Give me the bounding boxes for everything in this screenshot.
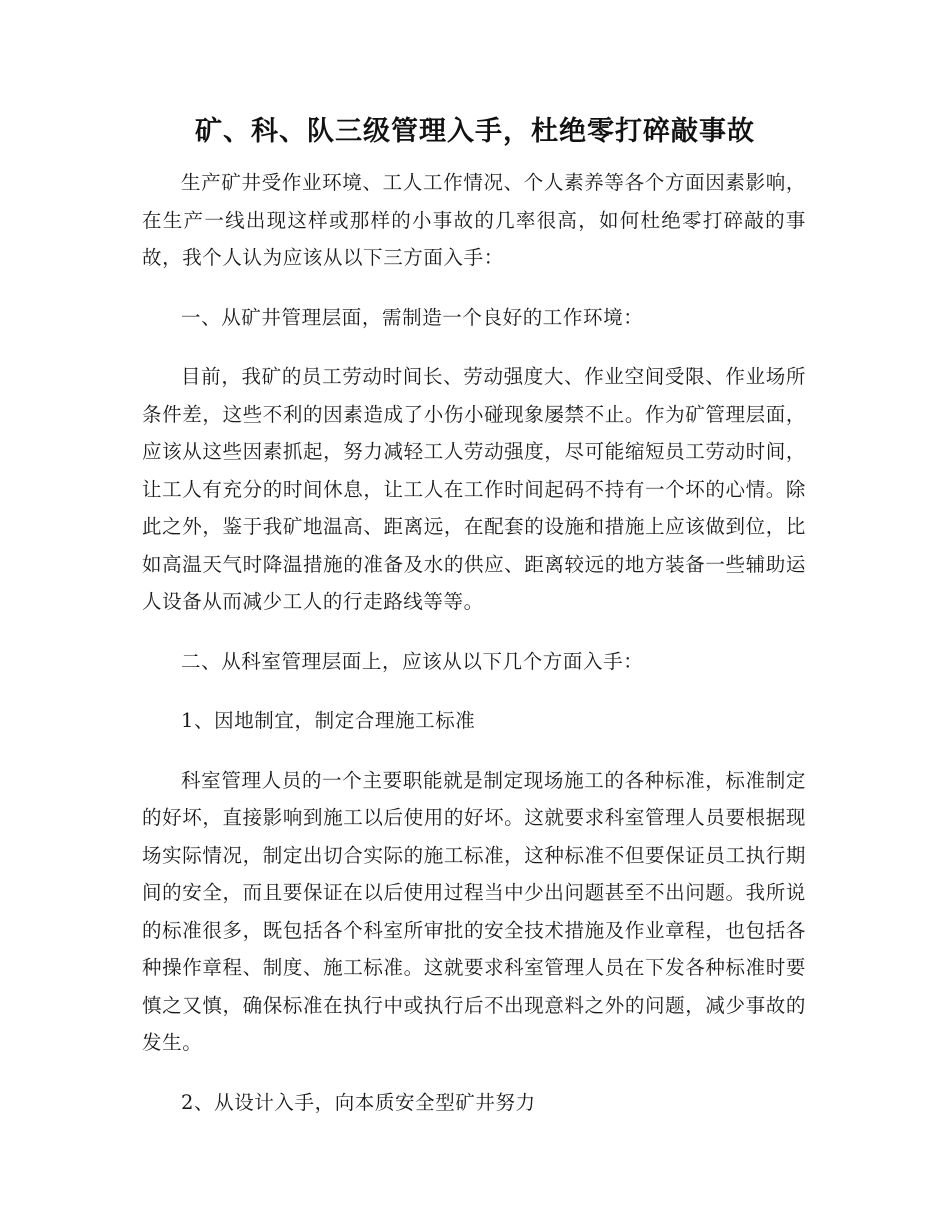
document-body: [142, 164, 806, 1143]
section-heading-department-level: 二、从科室管理层面上，应该从以下几个方面入手：: [181, 649, 644, 673]
paragraph-intro: 生产矿井受作业环境、工人工作情况、个人素养等各个方面因素影响，在生产一线出现这样或那样的小事故的几率很高，如何杜绝零打碎敲的事故，我个人认为应该从以下三方面入手：: [142, 171, 806, 269]
paragraph-standards: 科室管理人员的一个主要职能就是制定现场施工的各种标准，标准制定的好坏，直接影响到施工以后使用的好坏。这就要求科室管理人员要根据现场实际情况，制定出切合实际的施工标准，这种标准不但要保证员工执行期间的安全，而且要保证在以后使用过程当中少出问题甚至不出问题。我所说的标准很多，既包括各个科室所审批的安全技术措施及作业章程，也包括各种操作章程、制度、施工标准。这就要求科室管理人员在下发各种标准时要慎之又慎，确保标准在执行中或执行后不出现意料之外的问题，减少事故的发生。: [142, 768, 806, 1054]
document-title: 矿、科、队三级管理入手，杜绝零打碎敲事故: [195, 116, 755, 147]
paragraph-mine-level: 目前，我矿的员工劳动时间长、劳动强度大、作业空间受限、作业场所条件差，这些不利的因素造成了小伤小碰现象屡禁不止。作为矿管理层面，应该从这些因素抓起，努力减轻工人劳动强度，尽可能缩短员工劳动时间，让工人有充分的时间休息，让工人在工作时间起码不持有一个坏的心情。除此之外，鉴于我矿地温高、距离远，在配套的设施和措施上应该做到位，比如高温天气时降温措施的准备及水的供应、距离较远的地方装备一些辅助运人设备从而减少工人的行走路线等等。: [142, 365, 806, 613]
subheading-design: 2、从设计入手，向本质安全型矿井努力: [181, 1090, 536, 1114]
section-heading-mine-level: 一、从矿井管理层面，需制造一个良好的工作环境：: [181, 305, 644, 329]
subheading-standards: 1、因地制宜，制定合理施工标准: [181, 709, 476, 732]
